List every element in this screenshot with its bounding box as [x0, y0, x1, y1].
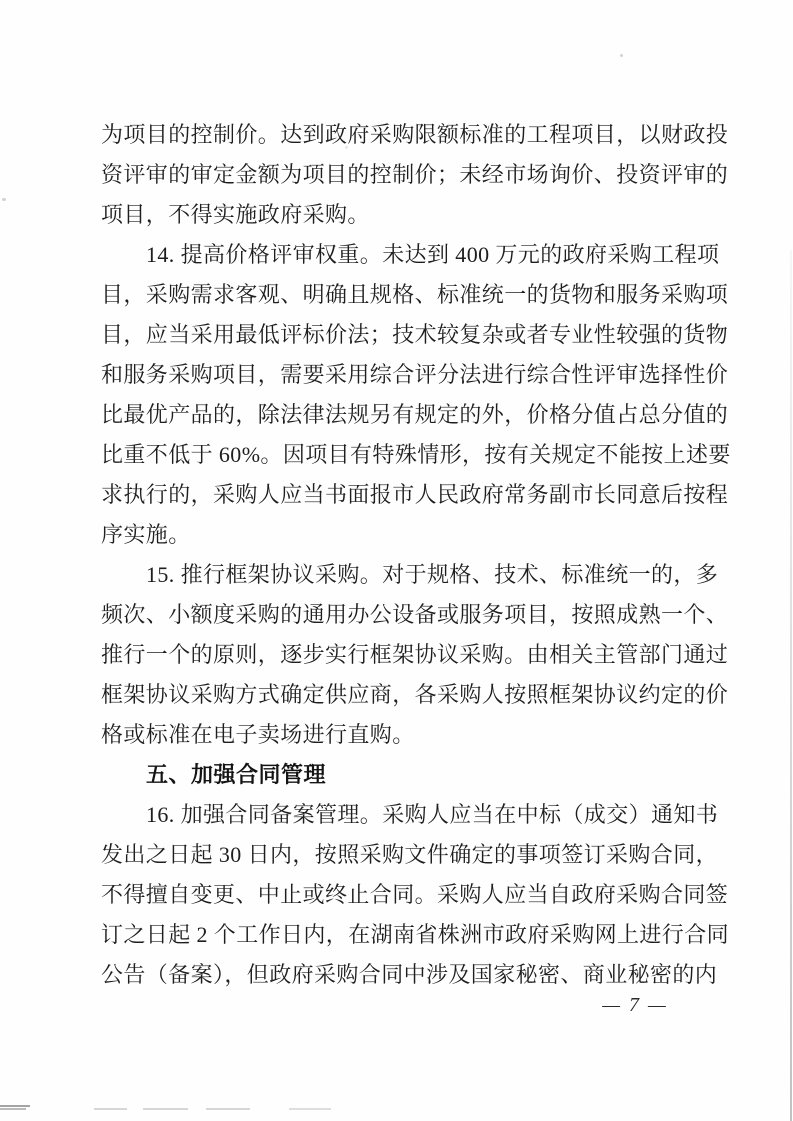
- paragraph-line: 和服务采购项目，需要采用综合评分法进行综合性评审选择性价: [101, 362, 729, 387]
- paragraph-line: 序实施。: [101, 522, 191, 547]
- paragraph-line: 目，采购需求客观、明确且规格、标准统一的货物和服务采购项: [101, 282, 729, 307]
- page-number: — 7 —: [602, 994, 668, 1016]
- paragraph-line: 15. 推行框架协议采购。对于规格、技术、标准统一的，多: [146, 562, 719, 587]
- scan-bottom-dash: [0, 1105, 30, 1107]
- paragraph-line: 推行一个的原则，逐步实行框架协议采购。由相关主管部门通过: [101, 642, 729, 667]
- scan-bottom-dash: [143, 1108, 188, 1110]
- paragraph-line: 订之日起 2 个工作日内，在湖南省株洲市政府采购网上进行合同: [101, 922, 730, 947]
- paragraph-line: 目，应当采用最低评标价法；技术较复杂或者专业性较强的货物: [101, 322, 729, 347]
- paragraph-line: 14. 提高价格评审权重。未达到 400 万元的政府采购工程项: [146, 242, 720, 267]
- paragraph-line: 16. 加强合同备案管理。采购人应当在中标（成交）通知书: [146, 802, 719, 827]
- section-heading: 五、加强合同管理: [146, 762, 327, 787]
- paragraph-line: 资评审的审定金额为项目的控制价；未经市场询价、投资评审的: [101, 162, 729, 187]
- paragraph-line: 项目，不得实施政府采购。: [101, 202, 370, 227]
- scan-speck: [620, 54, 623, 57]
- paragraph-line: 为项目的控制价。达到政府采购限额标准的工程项目，以财政投: [101, 122, 729, 147]
- scan-edge-line: [790, 250, 792, 1121]
- paragraph-line: 比最优产品的，除法律法规另有规定的外，价格分值占总分值的: [101, 402, 729, 427]
- paragraph-line: 格或标准在电子卖场进行直购。: [101, 722, 415, 747]
- paragraph-line: 频次、小额度采购的通用办公设备或服务项目，按照成熟一个、: [101, 602, 729, 627]
- page-body-text: [101, 115, 731, 995]
- scan-bottom-dash: [206, 1108, 250, 1110]
- scan-bottom-dash: [289, 1108, 331, 1110]
- scan-bottom-dash: [0, 1108, 26, 1110]
- paragraph-line: 发出之日起 30 日内，按照采购文件确定的事项签订采购合同，: [101, 842, 719, 867]
- paragraph-line: 公告（备案），但政府采购合同中涉及国家秘密、商业秘密的内: [101, 962, 718, 987]
- scan-speck: [2, 198, 6, 201]
- paragraph-line: 框架协议采购方式确定供应商，各采购人按照框架协议约定的价: [101, 682, 729, 707]
- paragraph-line: 不得擅自变更、中止或终止合同。采购人应当自政府采购合同签: [101, 882, 729, 907]
- scan-bottom-dash: [94, 1108, 127, 1110]
- paragraph-line: 比重不低于 60%。因项目有特殊情形，按有关规定不能按上述要: [101, 442, 731, 467]
- paragraph-line: 求执行的，采购人应当书面报市人民政府常务副市长同意后按程: [101, 482, 729, 507]
